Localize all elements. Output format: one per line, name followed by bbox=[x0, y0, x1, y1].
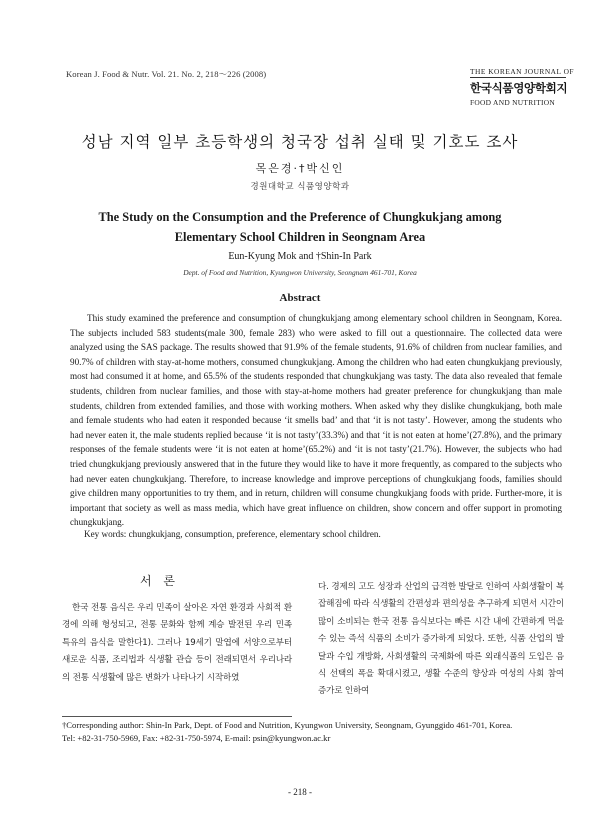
page-number: - 218 - bbox=[288, 787, 312, 797]
korean-authors: 목은경·†박신인 bbox=[255, 162, 345, 175]
footnote-rule bbox=[62, 716, 292, 717]
english-affiliation: Dept. of Food and Nutrition, Kyungwon University, Seongnam 461-701, Korea bbox=[183, 268, 417, 277]
korean-title: 성남 지역 일부 초등학생의 청국장 섭취 실태 및 기호도 조사 bbox=[81, 133, 519, 151]
abstract-body bbox=[70, 311, 562, 530]
right-column bbox=[318, 579, 564, 701]
abstract-text: This study examined the preference and consumption of chungkukjang among elementary school children in Seongnam, Korea. The subjects included 583 students(male 300, female 283) who were asked to fill out a questionnaire. The collected data were analyzed using the SAS package. The results showed that 91.9% of the female students, 91.6% of children from nuclear families, and 90.7% of children with stay-at-home mothers, consumed chungkukjang. Among the children who had eaten chungkukjang previously, most had consumed it at home, and 65.5% of the students responded that chungkukjang was tasty. The data also revealed that female students, children from nuclear families, and those with stay-at-home mothers had greater preference for chungkukjang than male students, children from extended families, and those with working mothers. When asked why they dislike chungkukjang, both male and female students who had eaten it responded because ‘it smells bad’ and that ‘it is not tasty’. However, among the students who had never eaten it, the male students replied because ‘it is not tasty’(33.3%) and that ‘it is not eaten at home’(27.8%), and the primary responses of the female students were ‘it is not eaten at home’(65.2%) and ‘it is not tasty’(21.7%). However, the subjects who had tried chungkukjang previously answered that in the future they would like to have it more frequently, as compared to the subjects who had never eaten chungkukjang. Therefore, to increase knowledge and improve perceptions of chungkukjang foods, families should give children many opportunities to try them, and in return, children will consume chungkukjang foods with pride. Further-more, it is important that society as well as mass media, which have great influence on children, show concern and offer support in promoting chungkukjang. bbox=[70, 313, 562, 528]
section-heading: 서 론 bbox=[140, 574, 179, 588]
footnote bbox=[62, 719, 567, 745]
footnote-line2: Tel: +82-31-750-5969, Fax: +82-31-750-5974, E-mail: psin@kyungwon.ac.kr bbox=[62, 733, 331, 743]
korean-affiliation: 경원대학교 식품영양학과 bbox=[250, 182, 350, 192]
english-title-line2: Elementary School Children in Seongnam Area bbox=[174, 230, 426, 244]
english-title bbox=[60, 207, 540, 247]
citation: Korean J. Food & Nutr. Vol. 21. No. 2, 218～226 (2008) bbox=[66, 69, 267, 79]
journal-logo bbox=[470, 67, 575, 107]
english-title-line1: The Study on the Consumption and the Preference of Chungkukjang among bbox=[98, 210, 502, 224]
left-column-text: 한국 전통 음식은 우리 민족이 살아온 자연 환경과 사회적 환경에 의해 형성되고, 전통 문화와 함께 계승 발전된 우리 민족 특유의 음식을 말한다1). 그러나 19세기 말엽에 서양으로부터 새로운 식품, 조리법과 식생활 관습 등이 전래되면서 우리나라의 전통 식생활에 많은 변화가 나타나기 시작하였 bbox=[62, 603, 292, 683]
journal-rule bbox=[470, 77, 566, 78]
journal-name-en-top: THE KOREAN JOURNAL OF bbox=[470, 67, 575, 76]
keywords: Key words: chungkukjang, consumption, preference, elementary school children. bbox=[84, 529, 381, 539]
english-authors: Eun-Kyung Mok and †Shin-In Park bbox=[228, 251, 372, 262]
footnote-line1: †Corresponding author: Shin-In Park, Dept. of Food and Nutrition, Kyungwon University, Seongnam, Gyunggido 461-701, Korea. bbox=[62, 720, 513, 730]
journal-name-en-bottom: FOOD AND NUTRITION bbox=[470, 98, 556, 107]
abstract-heading: Abstract bbox=[279, 292, 321, 304]
left-column bbox=[62, 600, 292, 687]
right-column-text: 다. 경제의 고도 성장과 산업의 급격한 발달로 인하여 사회생활이 복잡해짐에 따라 식생활의 간편성과 편의성을 추구하게 되면서 시간이 많이 소비되는 한국 전통 음식보다는 빠른 시간 내에 간편하게 먹을 수 있는 즉석 식품의 소비가 증가하게 되었다. 또한, 식품 산업의 발달과 수입 개방화, 사회생활의 국제화에 따른 외래식품의 도입은 음식 선택의 폭을 확대시켰고, 생활 수준의 향상과 여성의 사회 참여 증가로 인하여 bbox=[318, 582, 564, 697]
journal-name-ko: 한국식품영양학회지 bbox=[470, 81, 568, 95]
